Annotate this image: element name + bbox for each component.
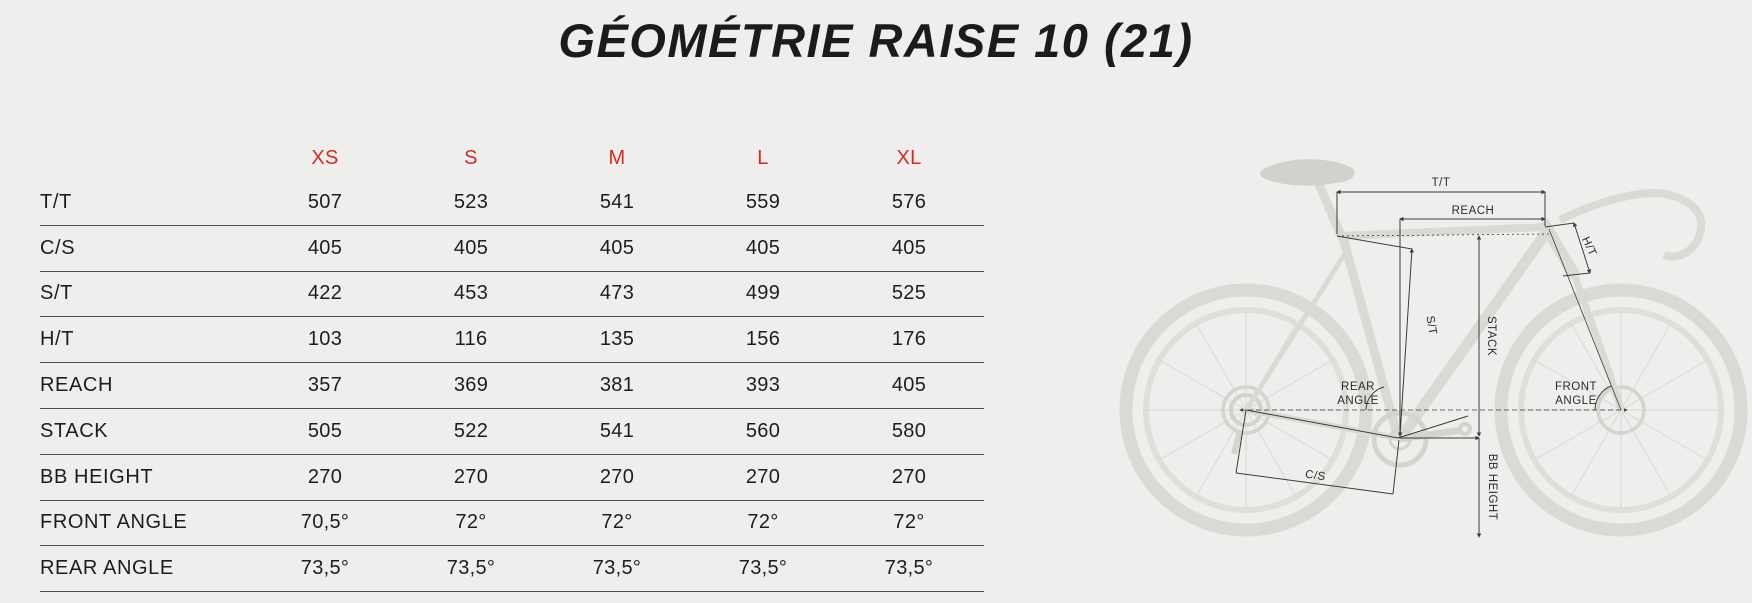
value-cell: 270 [453, 465, 489, 488]
rear-angle-label-line1: REAR [1341, 381, 1375, 393]
bb-height-label: BB HEIGHT [1486, 453, 1498, 521]
value-cell: 576 [891, 190, 927, 213]
stack-label: STACK [1485, 316, 1497, 356]
value-cell: 73,5° [446, 557, 496, 580]
ht-label: H/T [1579, 235, 1599, 259]
value-cell: 176 [891, 328, 927, 351]
row-label: REACH [40, 374, 114, 397]
value-cell: 73,5° [884, 557, 934, 580]
value-cell: 580 [891, 419, 927, 442]
value-cell: 72° [601, 511, 633, 534]
size-header-xl: XL [896, 147, 922, 169]
geometry-table [40, 137, 984, 592]
row-label: REAR ANGLE [40, 557, 174, 580]
size-header-m: M [608, 147, 626, 169]
value-cell: 560 [745, 419, 781, 442]
value-cell: 270 [745, 465, 781, 488]
value-cell: 405 [891, 374, 927, 397]
value-cell: 73,5° [300, 557, 350, 580]
value-cell: 405 [891, 236, 927, 259]
table-row-ht [40, 317, 984, 363]
value-cell: 507 [307, 190, 343, 213]
value-cell: 422 [307, 282, 343, 305]
value-cell: 270 [599, 465, 635, 488]
dimension-annotations [1236, 192, 1627, 537]
table-row-st [40, 272, 984, 318]
table-row-bb-height [40, 455, 984, 501]
size-header-l: L [757, 147, 769, 169]
front-angle-label-line1: FRONT [1554, 381, 1598, 393]
value-cell: 135 [599, 328, 635, 351]
size-header-s: S [464, 147, 478, 169]
chainstay-annotation-line [1246, 410, 1398, 438]
size-header-row [40, 137, 984, 180]
value-cell: 405 [307, 236, 343, 259]
value-cell: 116 [454, 328, 488, 351]
value-cell: 270 [891, 465, 927, 488]
value-cell: 405 [453, 236, 489, 259]
pedal [1460, 424, 1470, 434]
row-label: C/S [40, 236, 76, 259]
rear-angle-label-line2: ANGLE [1337, 395, 1379, 407]
reach-label: REACH [1451, 205, 1495, 217]
value-cell: 72° [747, 511, 779, 534]
saddle [1260, 159, 1355, 185]
page-title: GÉOMÉTRIE RAISE 10 (21) [558, 14, 1194, 67]
table-row-reach [40, 363, 984, 409]
value-cell: 525 [891, 282, 927, 305]
value-cell: 499 [745, 282, 781, 305]
bike-silhouette [1126, 159, 1741, 530]
value-cell: 523 [453, 190, 489, 213]
st-label: S/T [1423, 314, 1439, 337]
row-label: BB HEIGHT [40, 465, 154, 488]
table-row-cs [40, 226, 984, 272]
seatpost [1318, 182, 1343, 240]
value-cell: 73,5° [738, 557, 788, 580]
value-cell: 369 [453, 374, 489, 397]
value-cell: 405 [599, 236, 635, 259]
value-cell: 72° [893, 511, 925, 534]
value-cell: 541 [599, 190, 635, 213]
value-cell: 559 [745, 190, 781, 213]
value-cell: 393 [745, 374, 781, 397]
table-row-front-angle [40, 501, 984, 547]
value-cell: 156 [745, 328, 781, 351]
st-dimension-line [1400, 249, 1412, 436]
value-cell: 381 [599, 374, 635, 397]
value-cell: 357 [307, 374, 343, 397]
value-cell: 72° [455, 511, 487, 534]
value-cell: 73,5° [592, 557, 642, 580]
value-cell: 541 [599, 419, 635, 442]
row-label: FRONT ANGLE [40, 511, 188, 534]
row-label: STACK [40, 419, 109, 442]
tt-label: T/T [1431, 177, 1451, 189]
value-cell: 270 [307, 465, 343, 488]
value-cell: 70,5° [300, 511, 350, 534]
value-cell: 103 [307, 328, 343, 351]
row-label: H/T [40, 328, 75, 351]
value-cell: 473 [599, 282, 635, 305]
value-cell: 505 [307, 419, 343, 442]
table-row-stack [40, 409, 984, 455]
size-header-xs: XS [311, 147, 339, 169]
table-row-rear-angle [40, 546, 984, 592]
value-cell: 453 [453, 282, 489, 305]
table-row-tt [40, 180, 984, 226]
row-label: S/T [40, 282, 73, 305]
cs-label: C/S [1304, 468, 1327, 484]
value-cell: 522 [453, 419, 489, 442]
head-tube [1543, 222, 1575, 276]
row-label: T/T [40, 190, 72, 213]
bike-geometry-diagram [1090, 130, 1752, 603]
value-cell: 405 [745, 236, 781, 259]
front-angle-label-line2: ANGLE [1555, 395, 1597, 407]
